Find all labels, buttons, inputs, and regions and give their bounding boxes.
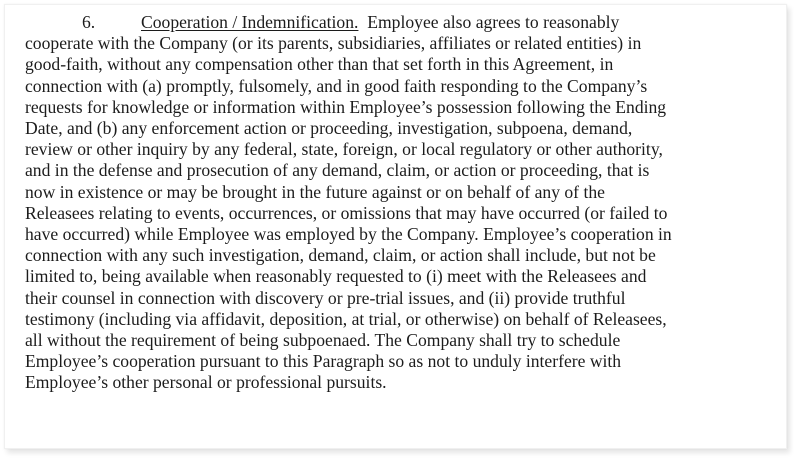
text-line: Employee’s cooperation pursuant to this Paragraph so as not to unduly interfere with (25, 351, 622, 372)
text-line: their counsel in connection with discovery or pre-trial issues, and (ii) provide truthful (25, 287, 626, 308)
document-page (4, 4, 787, 449)
text-line: connection with any such investigation, demand, claim, or action shall include, but not be (25, 245, 656, 266)
text-line: good-faith, without any compensation other than that set forth in this Agreement, in (25, 54, 614, 75)
text-line: limited to, being available when reasonably requested to (i) meet with the Releasees and (25, 266, 647, 287)
text-line: review or other inquiry by any federal, state, foreign, or local regulatory or other authority, (25, 139, 663, 160)
text-line: connection with (a) promptly, fulsomely, and in good faith responding to the Company’s (25, 75, 648, 96)
text-line: Date, and (b) any enforcement action or proceeding, investigation, subpoena, demand, (25, 118, 633, 139)
text-line: testimony (including via affidavit, deposition, at trial, or otherwise) on behalf of Releasees, (25, 308, 667, 329)
paragraph-first-line (25, 12, 777, 33)
text-line: cooperate with the Company (or its parents, subsidiaries, affiliates or related entities) in (25, 33, 642, 54)
text-line: requests for knowledge or information within Employee’s possession following the Ending (25, 96, 667, 117)
text-line: Employee also agrees to reasonably (358, 12, 620, 32)
text-line: have occurred) while Employee was employed by the Company. Employee’s cooperation in (25, 224, 672, 245)
text-line: and in the defense and prosecution of any demand, claim, or action or proceeding, that is (25, 160, 650, 181)
section-heading: Cooperation / Indemnification. (141, 12, 359, 32)
section-number: 6. (82, 12, 96, 32)
text-line: Employee’s other personal or professional pursuits. (25, 372, 387, 393)
text-line: now in existence or may be brought in the future against or on behalf of any of the (25, 181, 605, 202)
text-line: all without the requirement of being subpoenaed. The Company shall try to schedule (25, 330, 621, 351)
text-line: Releasees relating to events, occurrences, or omissions that may have occurred (or failed to (25, 202, 668, 223)
paragraph-cooperation-indemnification (25, 12, 777, 394)
